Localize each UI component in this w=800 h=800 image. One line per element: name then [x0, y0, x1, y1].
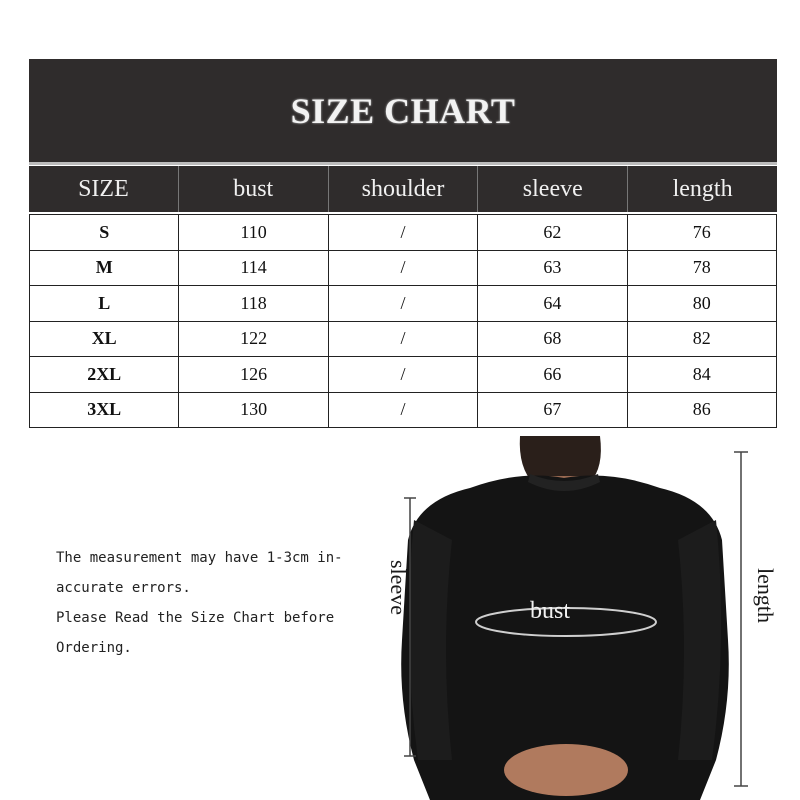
cell-length: 82: [627, 321, 776, 357]
cell-length: 86: [627, 392, 776, 428]
header-bust: bust: [179, 166, 329, 212]
size-table: [29, 214, 777, 428]
left-sleeve: [409, 520, 452, 760]
cell-shoulder: /: [328, 392, 477, 428]
cell-sleeve: 62: [478, 215, 627, 251]
table-row: [30, 357, 777, 393]
cell-bust: 114: [179, 250, 328, 286]
cell-sleeve: 66: [478, 357, 627, 393]
header-sleeve: sleeve: [478, 166, 628, 212]
note-line: The measurement may have 1-3cm in-: [56, 550, 343, 566]
title-band: [29, 59, 777, 162]
cell-bust: 110: [179, 215, 328, 251]
note-line: accurate errors.: [56, 580, 191, 596]
hands-shape: [504, 744, 628, 796]
cell-bust: 126: [179, 357, 328, 393]
table-row: [30, 215, 777, 251]
cell-bust: 122: [179, 321, 328, 357]
sleeve-label: sleeve: [386, 560, 411, 615]
table-header: [29, 166, 777, 212]
bust-label: bust: [530, 598, 571, 624]
table-row: [30, 250, 777, 286]
measurement-note: [56, 543, 376, 663]
cell-length: 84: [627, 357, 776, 393]
cell-shoulder: /: [328, 357, 477, 393]
cell-sleeve: 64: [478, 286, 627, 322]
cell-sleeve: 68: [478, 321, 627, 357]
length-label: length: [753, 568, 778, 623]
page-title: SIZE CHART: [290, 90, 516, 131]
cell-length: 76: [627, 215, 776, 251]
header-length: length: [672, 175, 733, 202]
cell-sleeve: 67: [478, 392, 627, 428]
title-divider: [29, 162, 777, 165]
cell-sleeve: 63: [478, 250, 627, 286]
cell-length: 78: [627, 250, 776, 286]
cell-shoulder: /: [328, 286, 477, 322]
cell-size: M: [30, 250, 179, 286]
table-row: [30, 286, 777, 322]
header-size: SIZE: [29, 166, 179, 212]
cell-shoulder: /: [328, 250, 477, 286]
cell-size: S: [30, 215, 179, 251]
cell-length: 80: [627, 286, 776, 322]
table-row: [30, 321, 777, 357]
header-shoulder: shoulder: [329, 166, 479, 212]
table-row: [30, 392, 777, 428]
cell-size: L: [30, 286, 179, 322]
cell-bust: 118: [179, 286, 328, 322]
sweater-model-illustration: [380, 436, 800, 800]
cell-size: XL: [30, 321, 179, 357]
cell-shoulder: /: [328, 215, 477, 251]
cell-shoulder: /: [328, 321, 477, 357]
right-sleeve: [678, 520, 721, 760]
cell-size: 2XL: [30, 357, 179, 393]
cell-bust: 130: [179, 392, 328, 428]
cell-size: 3XL: [30, 392, 179, 428]
note-line: Ordering.: [56, 640, 132, 656]
note-line: Please Read the Size Chart before: [56, 610, 335, 626]
